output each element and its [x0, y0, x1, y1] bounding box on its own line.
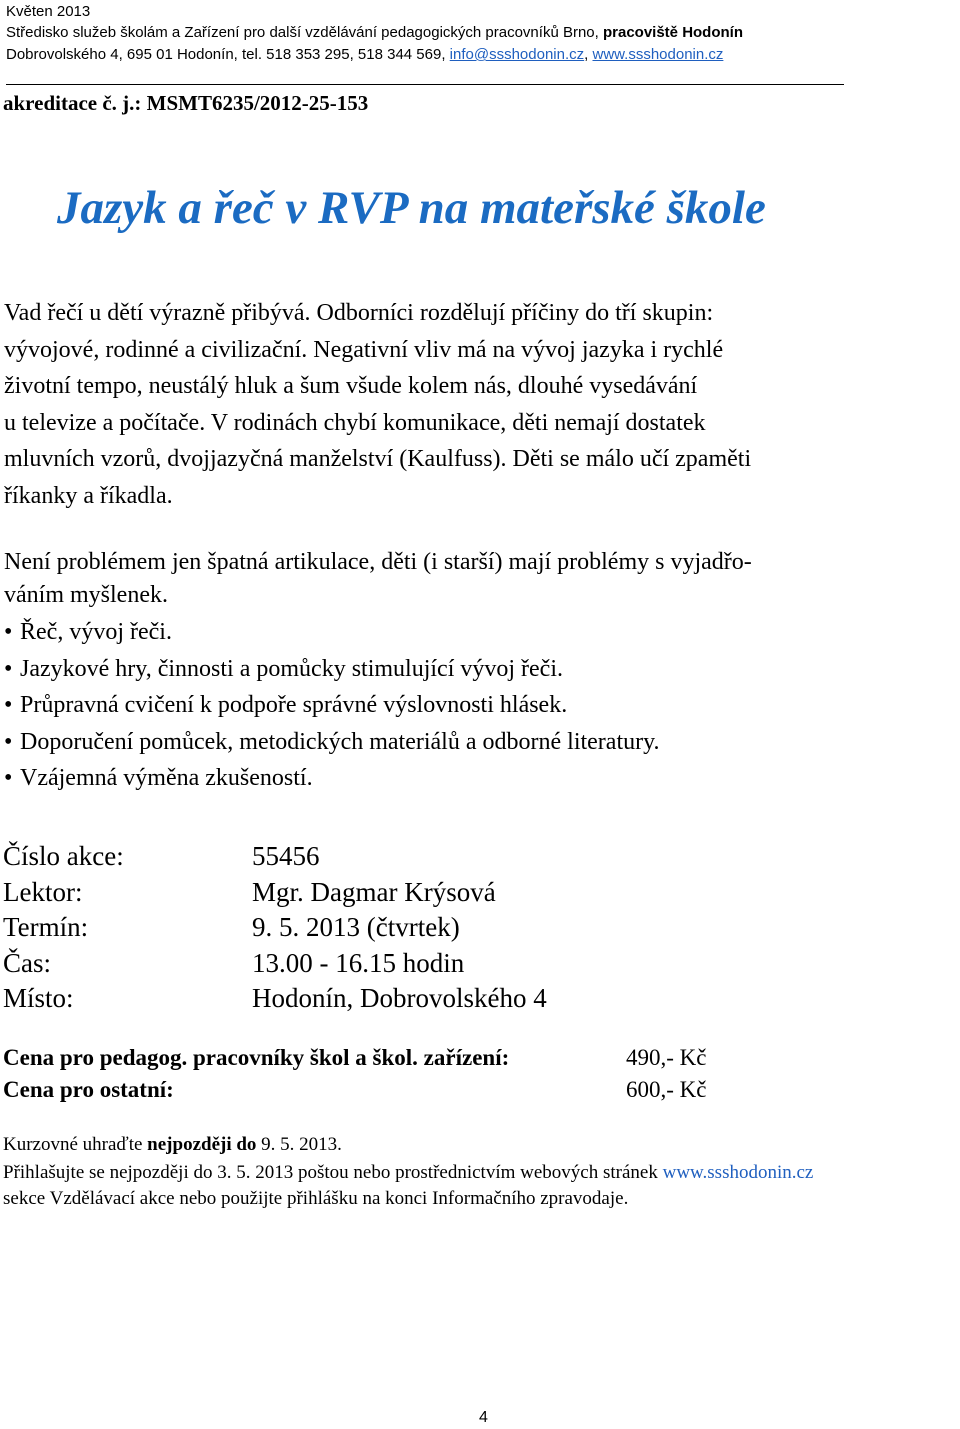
lecturer-label: Lektor: — [3, 876, 83, 907]
price-label-others: Cena pro ostatní: — [3, 1076, 174, 1102]
organization-name: Středisko služeb školám a Zařízení pro další vzdělávání pedagogických pracovníků Brno, — [6, 24, 603, 41]
event-number-label: Číslo akce: — [3, 841, 124, 871]
page-number: 4 — [479, 1409, 488, 1426]
price-teachers: 490,- Kč — [626, 1045, 707, 1070]
branch-name: pracoviště Hodonín — [602, 24, 744, 41]
payment-deadline: 9. 5. 2013. — [256, 1134, 342, 1155]
header-address — [6, 45, 723, 65]
accreditation-number: akreditace č. j.: MSMT6235/2012-25-153 — [3, 91, 369, 115]
payment-note — [3, 1131, 342, 1159]
location-label: Místo: — [3, 983, 74, 1013]
paragraph-line: Vad řečí u dětí výrazně přibývá. Odborníci rozdělují příčiny do tří skupin: — [4, 300, 714, 326]
info-values — [252, 839, 547, 1017]
event-time: 13.00 - 16.15 hodin — [252, 947, 465, 978]
registration-line-1 — [3, 1159, 813, 1187]
event-location: Hodonín, Dobrovolského 4 — [252, 983, 547, 1013]
second-paragraph — [4, 544, 954, 613]
list-item-text: Řeč, vývoj řeči. — [20, 619, 172, 645]
registration-website-link[interactable]: www.ssshodonin.cz — [662, 1162, 814, 1183]
paragraph-line: životní tempo, neustálý hluk a šum všude kolem nás, dlouhé vysedávání — [4, 373, 698, 399]
list-item-text: Doporučení pomůcek, metodických materiálů a odborné literatury. — [20, 728, 660, 755]
email-link[interactable]: info@ssshodonin.cz — [449, 46, 585, 63]
lecturer-name: Mgr. Dagmar Krýsová — [252, 876, 496, 907]
bullet-icon: • — [4, 692, 13, 719]
paragraph-line: říkanky a říkadla. — [4, 482, 173, 509]
bullet-icon: • — [4, 619, 13, 645]
list-item — [4, 724, 660, 761]
bullet-icon: • — [4, 655, 13, 682]
event-number: 55456 — [252, 841, 320, 871]
payment-text: Kurzovné uhraďte — [3, 1134, 148, 1155]
list-item-text: Jazykové hry, činnosti a pomůcky stimulující vývoj řeči. — [20, 655, 563, 682]
website-link[interactable]: www.ssshodonin.cz — [592, 46, 724, 63]
price-values — [626, 1042, 706, 1105]
time-label: Čas: — [3, 947, 52, 978]
info-labels — [3, 839, 124, 1017]
list-item — [4, 614, 660, 651]
price-label-teachers: Cena pro pedagog. pracovníky škol a škol. zařízení: — [3, 1045, 510, 1070]
list-item-text: Vzájemná výměna zkušeností. — [20, 765, 313, 792]
price-others: 600,- Kč — [626, 1076, 707, 1102]
paragraph-line: u televize a počítače. V rodinách chybí komunikace, děti nemají dostatek — [4, 409, 706, 436]
list-item — [4, 687, 660, 724]
registration-line-2: sekce Vzdělávací akce nebo použijte přihlášku na konci Informačního zpravodaje. — [3, 1188, 629, 1209]
list-item — [4, 651, 660, 688]
list-item — [4, 760, 660, 797]
event-date: 9. 5. 2013 (čtvrtek) — [252, 912, 460, 942]
payment-deadline-emphasis: nejpozději do — [147, 1134, 257, 1155]
paragraph-line: vývojové, rodinné a civilizační. Negativní vliv má na vývoj jazyka i rychlé — [4, 336, 724, 363]
list-item-text: Průpravná cvičení k podpoře správné výslovnosti hlásek. — [20, 692, 568, 719]
header-organization — [6, 23, 743, 43]
registration-text: Přihlašujte se nejpozději do 3. 5. 2013 poštou nebo prostřednictvím webových stránek — [3, 1162, 663, 1183]
header-divider — [6, 84, 844, 85]
paragraph-line: váním myšlenek. — [4, 581, 168, 608]
date-label: Termín: — [3, 912, 89, 942]
bullet-icon: • — [4, 765, 13, 792]
price-labels — [3, 1042, 509, 1105]
header-separator: , — [584, 46, 593, 63]
page-title: Jazyk a řeč v RVP na mateřské škole — [57, 182, 766, 234]
bullet-icon: • — [4, 728, 13, 755]
intro-paragraph — [4, 295, 954, 514]
topic-list — [4, 614, 660, 797]
paragraph-line: mluvních vzorů, dvojjazyčná manželství (Kaulfuss). Děti se málo učí zpaměti — [4, 446, 752, 472]
paragraph-line: Není problémem jen špatná artikulace, děti (i starší) mají problémy s vyjadřo- — [4, 549, 752, 575]
address-and-phone: Dobrovolského 4, 695 01 Hodonín, tel. 518 353 295, 518 344 569, — [6, 46, 450, 63]
header-month: Květen 2013 — [6, 3, 91, 20]
